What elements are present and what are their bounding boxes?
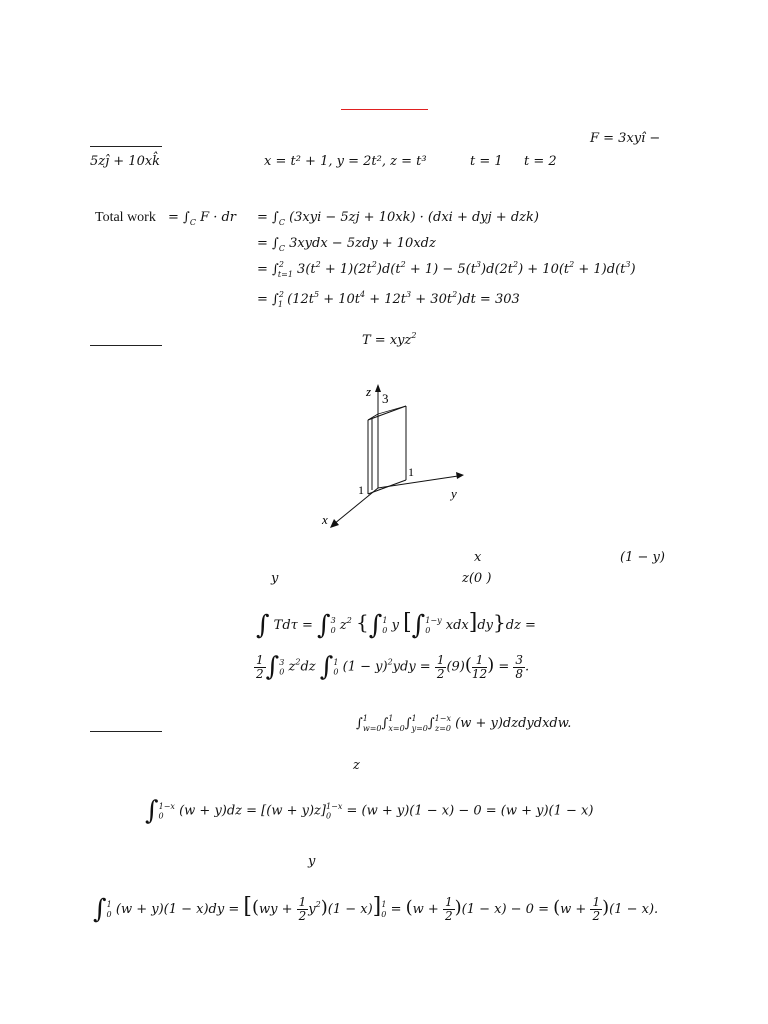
variable-y-label: y	[308, 854, 316, 869]
prism-edge	[368, 406, 406, 420]
header-red-underline	[341, 109, 428, 110]
volume-integral-eq2: $\frac{1}{2}$ $\int_0^3$ $z^2dz$ $\int_0^1$ $(1 - y)^2ydy$ = $\frac{1}{2}$ (9)( $\frac{1}{12}$ ) = $\frac{3}{8}$ .	[256, 652, 530, 682]
t-end: t = 2	[524, 154, 557, 169]
force-field-part1: F = 3xyî −	[590, 131, 661, 146]
fragment-x: x	[474, 550, 482, 565]
y-integration-eq: $\int_0^1$ (w + y)(1 − x)dy = [(wy + $\frac{1}{2}$ $y^2)(1 - x)]_0^1 = (w$ + $\frac{1}{2}$ )(1 − x) − 0 = (w + $\frac{1}{2}$ )(1 − x).	[93, 894, 659, 925]
x-intercept-label-1: 1	[358, 483, 364, 497]
variable-z-label: z	[353, 758, 360, 773]
problem1-label-underline	[90, 146, 162, 147]
total-work-label: Total work	[95, 210, 156, 225]
z-integration-eq: $\int_0^{1-x}$ $(w + y)dz = [(w + y)z]_0^{1-x} = (w + y)(1 - x) - 0 = (w + y)(1 - x)$	[145, 796, 594, 826]
force-field-part2: 5zĵ + 10xk̂	[90, 154, 161, 169]
problem2-label-underline	[90, 345, 162, 346]
z-axis-label: z	[366, 384, 372, 399]
prism-edge	[368, 480, 406, 494]
y-axis-label: y	[451, 486, 457, 501]
x-axis-label: x	[322, 512, 328, 527]
work-line-3: = ∫$^2_{t=1}$ $3(t^2 + 1)(2t^2)d(t^2 + 1) - 5(t^3)d(2t^2) + 10(t^2 + 1)d(t^3)$	[257, 260, 636, 279]
fragment-y: y	[271, 571, 279, 586]
work-line-4: = ∫$^2_1$ $(12t^5 + 10t^4 + 12t^3 + 30t^2)dt = 303$	[257, 290, 520, 309]
fragment-one-minus-y: (1 − y)	[620, 550, 665, 565]
problem3-label-underline	[90, 731, 162, 732]
curve-parametrization: x = t² + 1, y = 2t², z = t³	[264, 154, 427, 169]
prism-diagram	[320, 378, 480, 538]
scalar-field: T = xyz$^2$	[362, 331, 417, 348]
work-line-1: = $\int_C$ (3xyi − 5zj + 10xk) · (dxi + dyj + dzk)	[257, 210, 539, 227]
total-work-integral: = $\int_C$ F · dr	[168, 210, 237, 227]
height-label-3: 3	[382, 391, 389, 406]
quadruple-integral: ∫$^1_{w=0}$∫$^1_{x=0}$∫$^1_{y=0}$∫$^{1-x}_{z=0}$ (w + y)dzdydxdw.	[356, 714, 572, 733]
t-start: t = 1	[470, 154, 503, 169]
prism-edge	[378, 406, 406, 414]
x-axis	[334, 488, 378, 524]
x-axis-arrow-icon	[330, 519, 339, 528]
work-line-2: = $\int_C$ 3xydx − 5zdy + 10xdz	[257, 236, 436, 253]
y-axis-arrow-icon	[456, 472, 464, 479]
y-intercept-label-1: 1	[408, 465, 414, 479]
fragment-z-range: z(0 )	[462, 571, 492, 586]
z-axis-arrow-icon	[375, 384, 381, 392]
volume-integral-eq1: ∫ $Td\tau = \int_0^3$ $z^2$ {$\int_0^1$ y [$\int_0^{1-y}$ xdx]dy}dz =	[256, 610, 536, 641]
